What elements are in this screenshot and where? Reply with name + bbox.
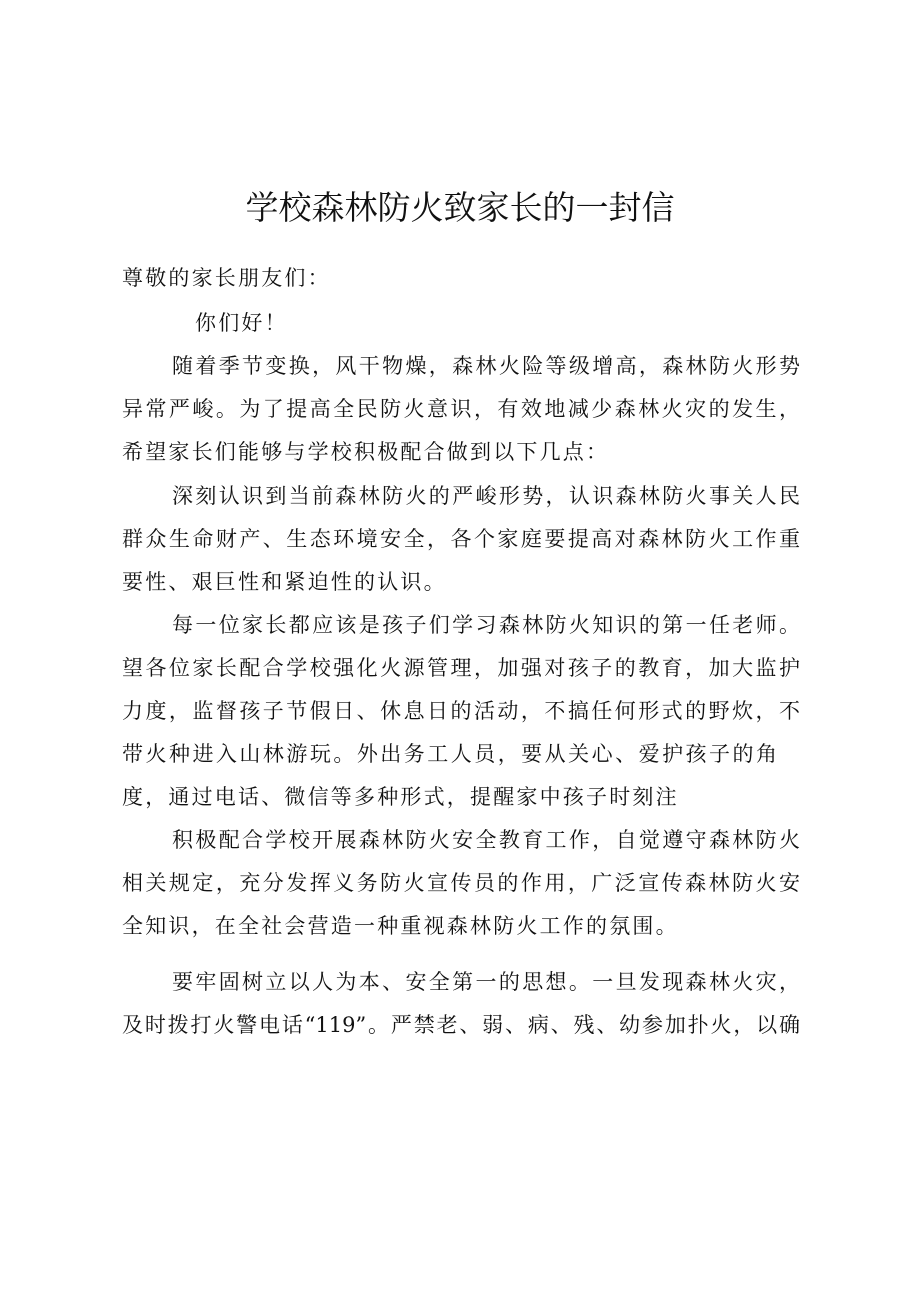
paragraph-line: 随着季节变换，风干物燥，森林火险等级增高，森林防火形势 bbox=[172, 354, 800, 378]
paragraph-line: 相关规定，充分发挥义务防火宣传员的作用，广泛宣传森林防火安 bbox=[122, 871, 800, 895]
document-title: 学校森林防火致家长的一封信 bbox=[245, 188, 675, 227]
paragraph-line: 深刻认识到当前森林防火的严峻形势，认识森林防火事关人民 bbox=[172, 484, 800, 508]
paragraph-line: 度，通过电话、微信等多种形式，提醒家中孩子时刻注 bbox=[122, 785, 679, 809]
paragraph-line: 异常严峻。为了提高全民防火意识，有效地减少森林火灾的发生， bbox=[122, 397, 800, 421]
paragraph-line: 力度，监督孩子节假日、休息日的活动，不搞任何形式的野炊，不 bbox=[122, 699, 800, 723]
paragraph-line: 要牢固树立以人为本、安全第一的思想。一旦发现森林火灾， bbox=[172, 970, 800, 994]
paragraph-line: 积极配合学校开展森林防火安全教育工作，自觉遵守森林防火 bbox=[172, 828, 800, 852]
greeting: 你们好！ bbox=[195, 311, 288, 335]
paragraph-line: 要性、艰巨性和紧迫性的认识。 bbox=[122, 570, 447, 594]
paragraph-line: 希望家长们能够与学校积极配合做到以下几点： bbox=[122, 440, 610, 464]
paragraph-line: 群众生命财产、生态环境安全，各个家庭要提高对森林防火工作重 bbox=[122, 527, 800, 551]
paragraph-line: 及时拨打火警电话“119”。严禁老、弱、病、残、幼参加扑火，以确 bbox=[122, 1013, 800, 1037]
paragraph-line: 带火种进入山林游玩。外出务工人员，要从关心、爱护孩子的角 bbox=[122, 742, 777, 766]
salutation: 尊敬的家长朋友们： bbox=[122, 266, 331, 290]
paragraph-line: 全知识，在全社会营造一种重视森林防火工作的氛围。 bbox=[122, 914, 679, 938]
paragraph-line: 每一位家长都应该是孩子们学习森林防火知识的第一任老师。 bbox=[172, 613, 800, 637]
paragraph-line: 望各位家长配合学校强化火源管理，加强对孩子的教育，加大监护 bbox=[122, 656, 800, 680]
